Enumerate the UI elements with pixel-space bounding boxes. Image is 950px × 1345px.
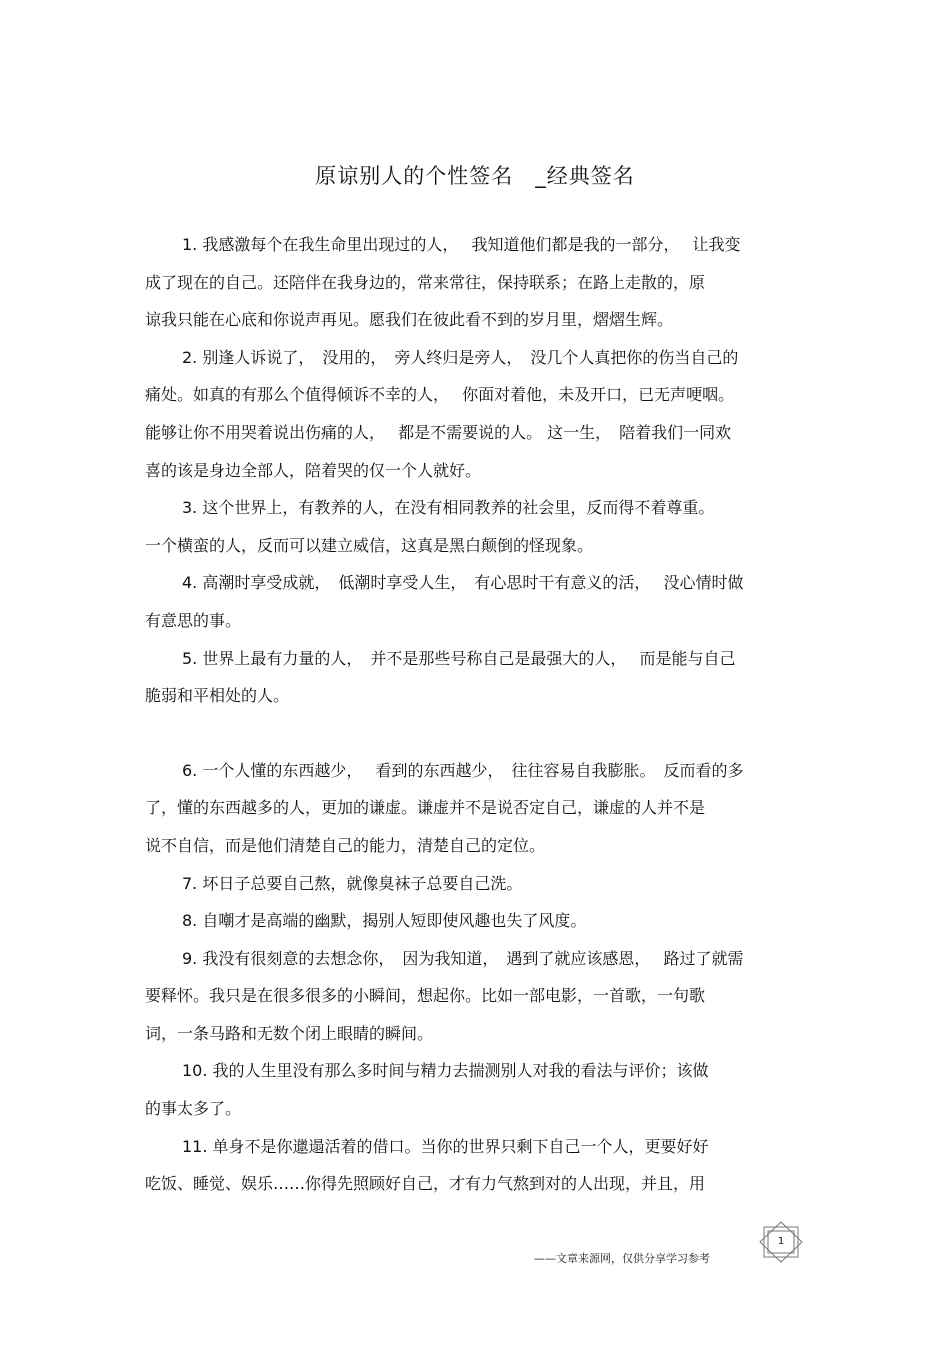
text-line: 说不自信，而是他们清楚自己的能力，清楚自己的定位。: [145, 835, 546, 855]
paragraph-9: [145, 940, 810, 1053]
text-line: 吃饭、睡觉、娱乐……你得先照顾好自己，才有力气熬到对的人出现，并且，用: [145, 1174, 706, 1194]
paragraph-11: [145, 1128, 810, 1203]
paragraph-10: [145, 1052, 810, 1127]
page-number: 1: [777, 1236, 785, 1247]
text-line: 能够让你不用哭着说出伤痛的人， 都是不需要说的人。 这一生， 陪着我们一同欢: [145, 422, 732, 442]
text-line: 3. 这个世界上，有教养的人，在没有相同教养的社会里，反而得不着尊重。: [182, 498, 715, 518]
text-line: 的事太多了。: [145, 1099, 242, 1119]
paragraph-4: [145, 564, 810, 639]
paragraph-5: [145, 640, 810, 715]
footer-source-note: ——文章来源网，仅供分享学习参考: [534, 1252, 710, 1265]
paragraph-gap: [145, 715, 810, 752]
document-title: 原谅别人的个性签名 _经典签名: [315, 164, 635, 188]
text-line: 了，懂的东西越多的人，更加的谦虚。谦虚并不是说否定自己，谦虚的人并不是: [145, 798, 706, 818]
text-line: 2. 别逢人诉说了， 没用的， 旁人终归是旁人， 没几个人真把你的伤当自己的: [182, 347, 739, 367]
paragraph-7: [145, 865, 810, 903]
text-line: 脆弱和平相处的人。: [145, 686, 290, 706]
text-line: 7. 坏日子总要自己熬，就像臭袜子总要自己洗。: [182, 873, 523, 893]
text-line: 成了现在的自己。还陪伴在我身边的，常来常往，保持联系；在路上走散的，原: [145, 272, 706, 292]
text-line: 有意思的事。: [145, 610, 242, 630]
text-line: 一个横蛮的人，反而可以建立威信，这真是黑白颠倒的怪现象。: [145, 535, 594, 555]
text-line: 5. 世界上最有力量的人， 并不是那些号称自己是最强大的人， 而是能与自己: [182, 648, 736, 668]
paragraph-1: [145, 226, 810, 339]
text-line: 词，一条马路和无数个闭上眼睛的瞬间。: [145, 1023, 434, 1043]
text-line: 11. 单身不是你邋遢活着的借口。当你的世界只剩下自己一个人，更要好好: [182, 1136, 709, 1156]
paragraph-2: [145, 339, 810, 489]
text-line: 10. 我的人生里没有那么多时间与精力去揣测别人对我的看法与评价；该做: [182, 1061, 709, 1081]
text-line: 4. 高潮时享受成就， 低潮时享受人生， 有心思时干有意义的活， 没心情时做: [182, 573, 744, 593]
text-line: 9. 我没有很刻意的去想念你， 因为我知道， 遇到了就应该感恩， 路过了就需: [182, 948, 744, 968]
paragraph-8: [145, 902, 810, 940]
text-line: 要释怀。我只是在很多很多的小瞬间，想起你。比如一部电影，一首歌，一句歌: [145, 986, 706, 1006]
text-line: 痛处。如真的有那么个值得倾诉不幸的人， 你面对着他，未及开口，已无声哽咽。: [145, 385, 735, 405]
text-line: 喜的该是身边全部人，陪着哭的仅一个人就好。: [145, 460, 482, 480]
paragraph-3: [145, 489, 810, 564]
text-line: 谅我只能在心底和你说声再见。愿我们在彼此看不到的岁月里，熠熠生辉。: [145, 310, 674, 330]
paragraph-6: [145, 752, 810, 865]
document-body: [145, 226, 810, 1203]
text-line: 6. 一个人懂的东西越少， 看到的东西越少， 往往容易自我膨胀。 反而看的多: [182, 760, 744, 780]
text-line: 1. 我感激每个在我生命里出现过的人， 我知道他们都是我的一部分， 让我变: [182, 235, 741, 254]
text-line: 8. 自嘲才是高端的幽默，揭别人短即使风趣也失了风度。: [182, 911, 587, 931]
